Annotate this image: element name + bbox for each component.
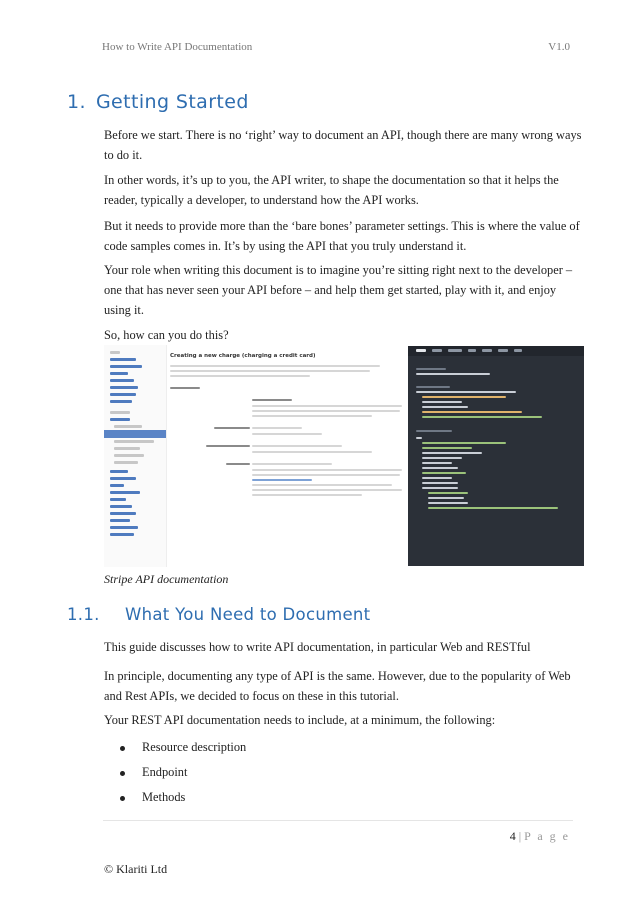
paragraph: In other words, it’s up to you, the API writer, to shape the documentation so that it helps the reader, typically a developer, to understand how the API works. [104, 173, 559, 207]
code-sample-panel [408, 346, 584, 566]
section-heading-what-you-need [67, 605, 370, 624]
paragraph: Your role when writing this document is to imagine you’re sitting right next to the developer – one that has never seen your API before – and help them get started, play with it, and enjoy using it. [104, 263, 573, 317]
figure-caption: Stripe API documentation [104, 572, 229, 586]
paragraph: This guide discusses how to write API documentation, in particular Web and RESTful [104, 640, 531, 654]
footer-divider [103, 820, 573, 821]
section-title: What You Need to Document [125, 605, 371, 624]
document-page: How to Write API Documentation V1.0 1. Getting Started Before we start. There is no ‘right’ way to document an API, though there are many wrong ways to do it. In other words, it’s up to you, the API writer, to shape the documentation so that it helps the reader, typically a developer, to understand how the API works. But it needs to provide more than the ‘bare bones’ parameter settings. This is where the value of code samples comes in. It’s by using the API that you truly understand it. Your role when writing this document is to imagine you’re sitting right next to the developer – one that has never seen your API before – and help them get started, play with it, and enjoy using it. So, how can you do this? Creating a new charge (charging a credit card) Stripe API documentation 1.1. What You Need to Document This guide discusses how to write API documentation, in particular Web and RESTful In principle, documenting any type of API is the same. However, due to the popularity of Web and Rest APIs, we decided to focus on these in this tutorial. Your REST API documentation needs to include, at a minimum, the following: Resource description Endpoint Methods 4 | P a g e © Klariti Ltd [0, 0, 638, 903]
docs-heading: Creating a new charge (charging a credit card) [170, 353, 316, 359]
paragraph: Before we start. There is no ‘right’ way to document an API, though there are many wrong ways to do it. [104, 128, 582, 162]
section-number: 1. [67, 91, 86, 113]
paragraph: Your REST API documentation needs to include, at a minimum, the following: [104, 713, 496, 727]
page-number: 4 | P a g e [509, 829, 570, 843]
paragraph: So, how can you do this? [104, 328, 229, 342]
docs-sidebar [104, 345, 167, 567]
section-title: Getting Started [95, 91, 249, 113]
header-version: V1.0 [548, 41, 570, 53]
stripe-docs-screenshot [104, 345, 584, 567]
section-number: 1.1. [67, 605, 100, 624]
bullet-icon [120, 771, 125, 776]
header-title: How to Write API Documentation [102, 41, 253, 53]
copyright: © Klariti Ltd [104, 862, 168, 876]
paragraph: But it needs to provide more than the ‘bare bones’ parameter settings. This is where the value of code samples comes in. It’s by using the API that you truly understand it. [104, 219, 580, 253]
section-heading-getting-started [67, 91, 249, 113]
paragraph: In principle, documenting any type of API is the same. However, due to the popularity of Web and Rest APIs, we decided to focus on these in this tutorial. [104, 669, 571, 703]
docs-content [170, 345, 406, 567]
language-tabs [408, 346, 584, 356]
bullet-icon [120, 796, 125, 801]
bullet-icon [120, 746, 125, 751]
